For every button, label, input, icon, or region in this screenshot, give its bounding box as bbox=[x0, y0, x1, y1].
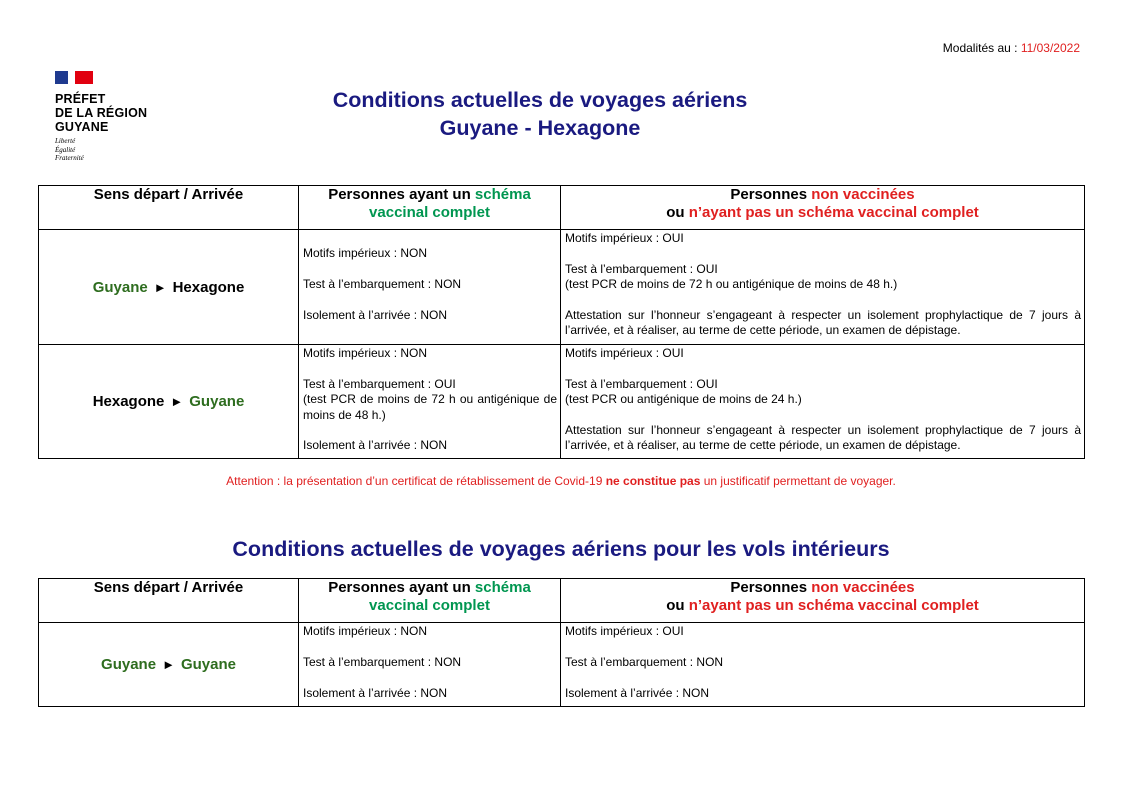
header-nonvacc-text-d: n’ayant pas un schéma vaccinal complet bbox=[688, 204, 979, 221]
vacc-isolement: Isolement à l’arrivée : NON bbox=[303, 438, 448, 453]
attention-text-bold: ne constitue pas bbox=[605, 474, 701, 488]
nonvacc-motifs: Motifs impérieux : OUI bbox=[565, 231, 684, 245]
header-direction-label: Sens départ / Arrivée bbox=[93, 186, 244, 203]
date-value: 11/03/2022 bbox=[1020, 41, 1080, 55]
direction-cell bbox=[39, 345, 299, 459]
header-vacc-text-c: vaccinal complet bbox=[369, 597, 490, 614]
header-nonvacc-text-c: ou bbox=[666, 597, 689, 614]
vacc-motifs: Motifs impérieux : NON bbox=[303, 346, 428, 360]
attention-text-c: un justificatif permettant de voyager. bbox=[700, 474, 896, 488]
header-vaccinated bbox=[299, 579, 561, 623]
table-header-row bbox=[39, 186, 1085, 230]
header-non-vaccinated bbox=[561, 186, 1085, 230]
conditions-table-domestic bbox=[38, 578, 1085, 707]
direction-from: Guyane bbox=[101, 656, 157, 673]
vacc-test: Test à l’embarquement : NON bbox=[303, 276, 462, 291]
logo-motto bbox=[55, 137, 147, 163]
header-vacc-text-a: Personnes ayant un bbox=[328, 579, 475, 596]
page-title bbox=[240, 86, 840, 142]
header-vacc-text-c: vaccinal complet bbox=[369, 204, 490, 221]
modalites-date bbox=[943, 41, 1080, 55]
non-vaccinated-cell bbox=[561, 345, 1085, 459]
direction-cell bbox=[39, 230, 299, 345]
table-row-guyane-hexagone bbox=[39, 230, 1085, 345]
nonvacc-attestation: Attestation sur l’honneur s’engageant à respecter un isolement prophylactique de 7 jours à l’arrivée, et à réaliser, au terme de cette période, un examen de dépistage. bbox=[565, 423, 1081, 453]
page-title-line-1: Conditions actuelles de voyages aériens bbox=[332, 88, 748, 112]
vaccinated-cell bbox=[299, 345, 561, 459]
header-nonvacc-text-b: non vaccinées bbox=[811, 579, 915, 596]
vacc-isolement: Isolement à l’arrivée : NON bbox=[303, 685, 448, 700]
header-vacc-text-a: Personnes ayant un bbox=[328, 186, 475, 203]
header-nonvacc-text-d: n’ayant pas un schéma vaccinal complet bbox=[688, 597, 979, 614]
nonvacc-test: Test à l’embarquement : OUI bbox=[565, 261, 718, 276]
table-header-row bbox=[39, 579, 1085, 623]
logo-line-1: PRÉFET bbox=[55, 92, 106, 106]
header-nonvacc-text-b: non vaccinées bbox=[811, 186, 915, 203]
vaccinated-cell bbox=[299, 623, 561, 707]
marianne-flag-icon bbox=[55, 71, 93, 84]
header-vacc-text-b: schéma bbox=[474, 186, 531, 203]
header-nonvacc-text-a: Personnes bbox=[730, 186, 812, 203]
direction-cell bbox=[39, 623, 299, 707]
attention-note bbox=[0, 474, 1122, 488]
direction-from: Guyane bbox=[92, 278, 148, 296]
nonvacc-isolement: Isolement à l’arrivée : NON bbox=[565, 685, 710, 700]
vacc-test-detail: (test PCR de moins de 72 h ou antigénique de moins de 48 h.) bbox=[303, 392, 557, 422]
arrow-right-icon: ► bbox=[162, 657, 175, 672]
vacc-motifs: Motifs impérieux : NON bbox=[303, 624, 428, 638]
page-title-line-2: Guyane - Hexagone bbox=[439, 116, 641, 140]
nonvacc-test: Test à l’embarquement : OUI bbox=[565, 376, 718, 391]
motto-liberte: Liberté bbox=[55, 137, 76, 145]
header-nonvacc-text-a: Personnes bbox=[730, 579, 812, 596]
header-non-vaccinated bbox=[561, 579, 1085, 623]
non-vaccinated-cell bbox=[561, 623, 1085, 707]
logo-name bbox=[55, 92, 147, 134]
table-row-hexagone-guyane bbox=[39, 345, 1085, 459]
logo-line-2: DE LA RÉGION bbox=[55, 106, 148, 120]
nonvacc-test: Test à l’embarquement : NON bbox=[565, 654, 724, 669]
prefecture-logo bbox=[55, 71, 147, 163]
direction-to: Guyane bbox=[189, 393, 245, 410]
nonvacc-attestation: Attestation sur l’honneur s’engageant à respecter un isolement prophylactique de 7 jours à l’arrivée, et à réaliser, au terme de cette période, un examen de dépistage. bbox=[565, 308, 1081, 338]
logo-line-3: GUYANE bbox=[55, 120, 109, 134]
nonvacc-test-detail: (test PCR de moins de 72 h ou antigénique de moins de 48 h.) bbox=[565, 277, 898, 292]
direction-to: Guyane bbox=[180, 656, 236, 673]
nonvacc-motifs: Motifs impérieux : OUI bbox=[565, 346, 684, 360]
direction-from: Hexagone bbox=[92, 393, 165, 410]
header-nonvacc-text-c: ou bbox=[666, 204, 689, 221]
conditions-table-guyane-hexagone bbox=[38, 185, 1085, 459]
vacc-isolement: Isolement à l’arrivée : NON bbox=[303, 307, 448, 322]
vacc-test: Test à l’embarquement : OUI bbox=[303, 376, 456, 391]
header-direction bbox=[39, 186, 299, 230]
table-row-guyane-guyane bbox=[39, 623, 1085, 707]
direction-to: Hexagone bbox=[172, 278, 245, 296]
nonvacc-motifs: Motifs impérieux : OUI bbox=[565, 624, 684, 638]
vacc-test: Test à l’embarquement : NON bbox=[303, 654, 462, 669]
header-direction bbox=[39, 579, 299, 623]
non-vaccinated-cell bbox=[561, 230, 1085, 345]
vacc-motifs: Motifs impérieux : NON bbox=[303, 246, 428, 260]
arrow-right-icon: ► bbox=[170, 394, 184, 409]
nonvacc-test-detail: (test PCR ou antigénique de moins de 24 h.) bbox=[565, 392, 802, 407]
header-vacc-text-b: schéma bbox=[474, 579, 531, 596]
motto-fraternite: Fraternité bbox=[55, 154, 84, 163]
vaccinated-cell bbox=[299, 230, 561, 345]
motto-egalite: Égalité bbox=[55, 145, 76, 154]
date-prefix: Modalités au : bbox=[942, 41, 1021, 55]
section-title-domestic: Conditions actuelles de voyages aériens pour les vols intérieurs bbox=[232, 537, 890, 561]
header-direction-label: Sens départ / Arrivée bbox=[93, 579, 244, 596]
attention-text-a: Attention : la présentation d’un certificat de rétablissement de Covid-19 bbox=[226, 474, 606, 488]
arrow-right-icon: ► bbox=[153, 279, 167, 295]
header-vaccinated bbox=[299, 186, 561, 230]
